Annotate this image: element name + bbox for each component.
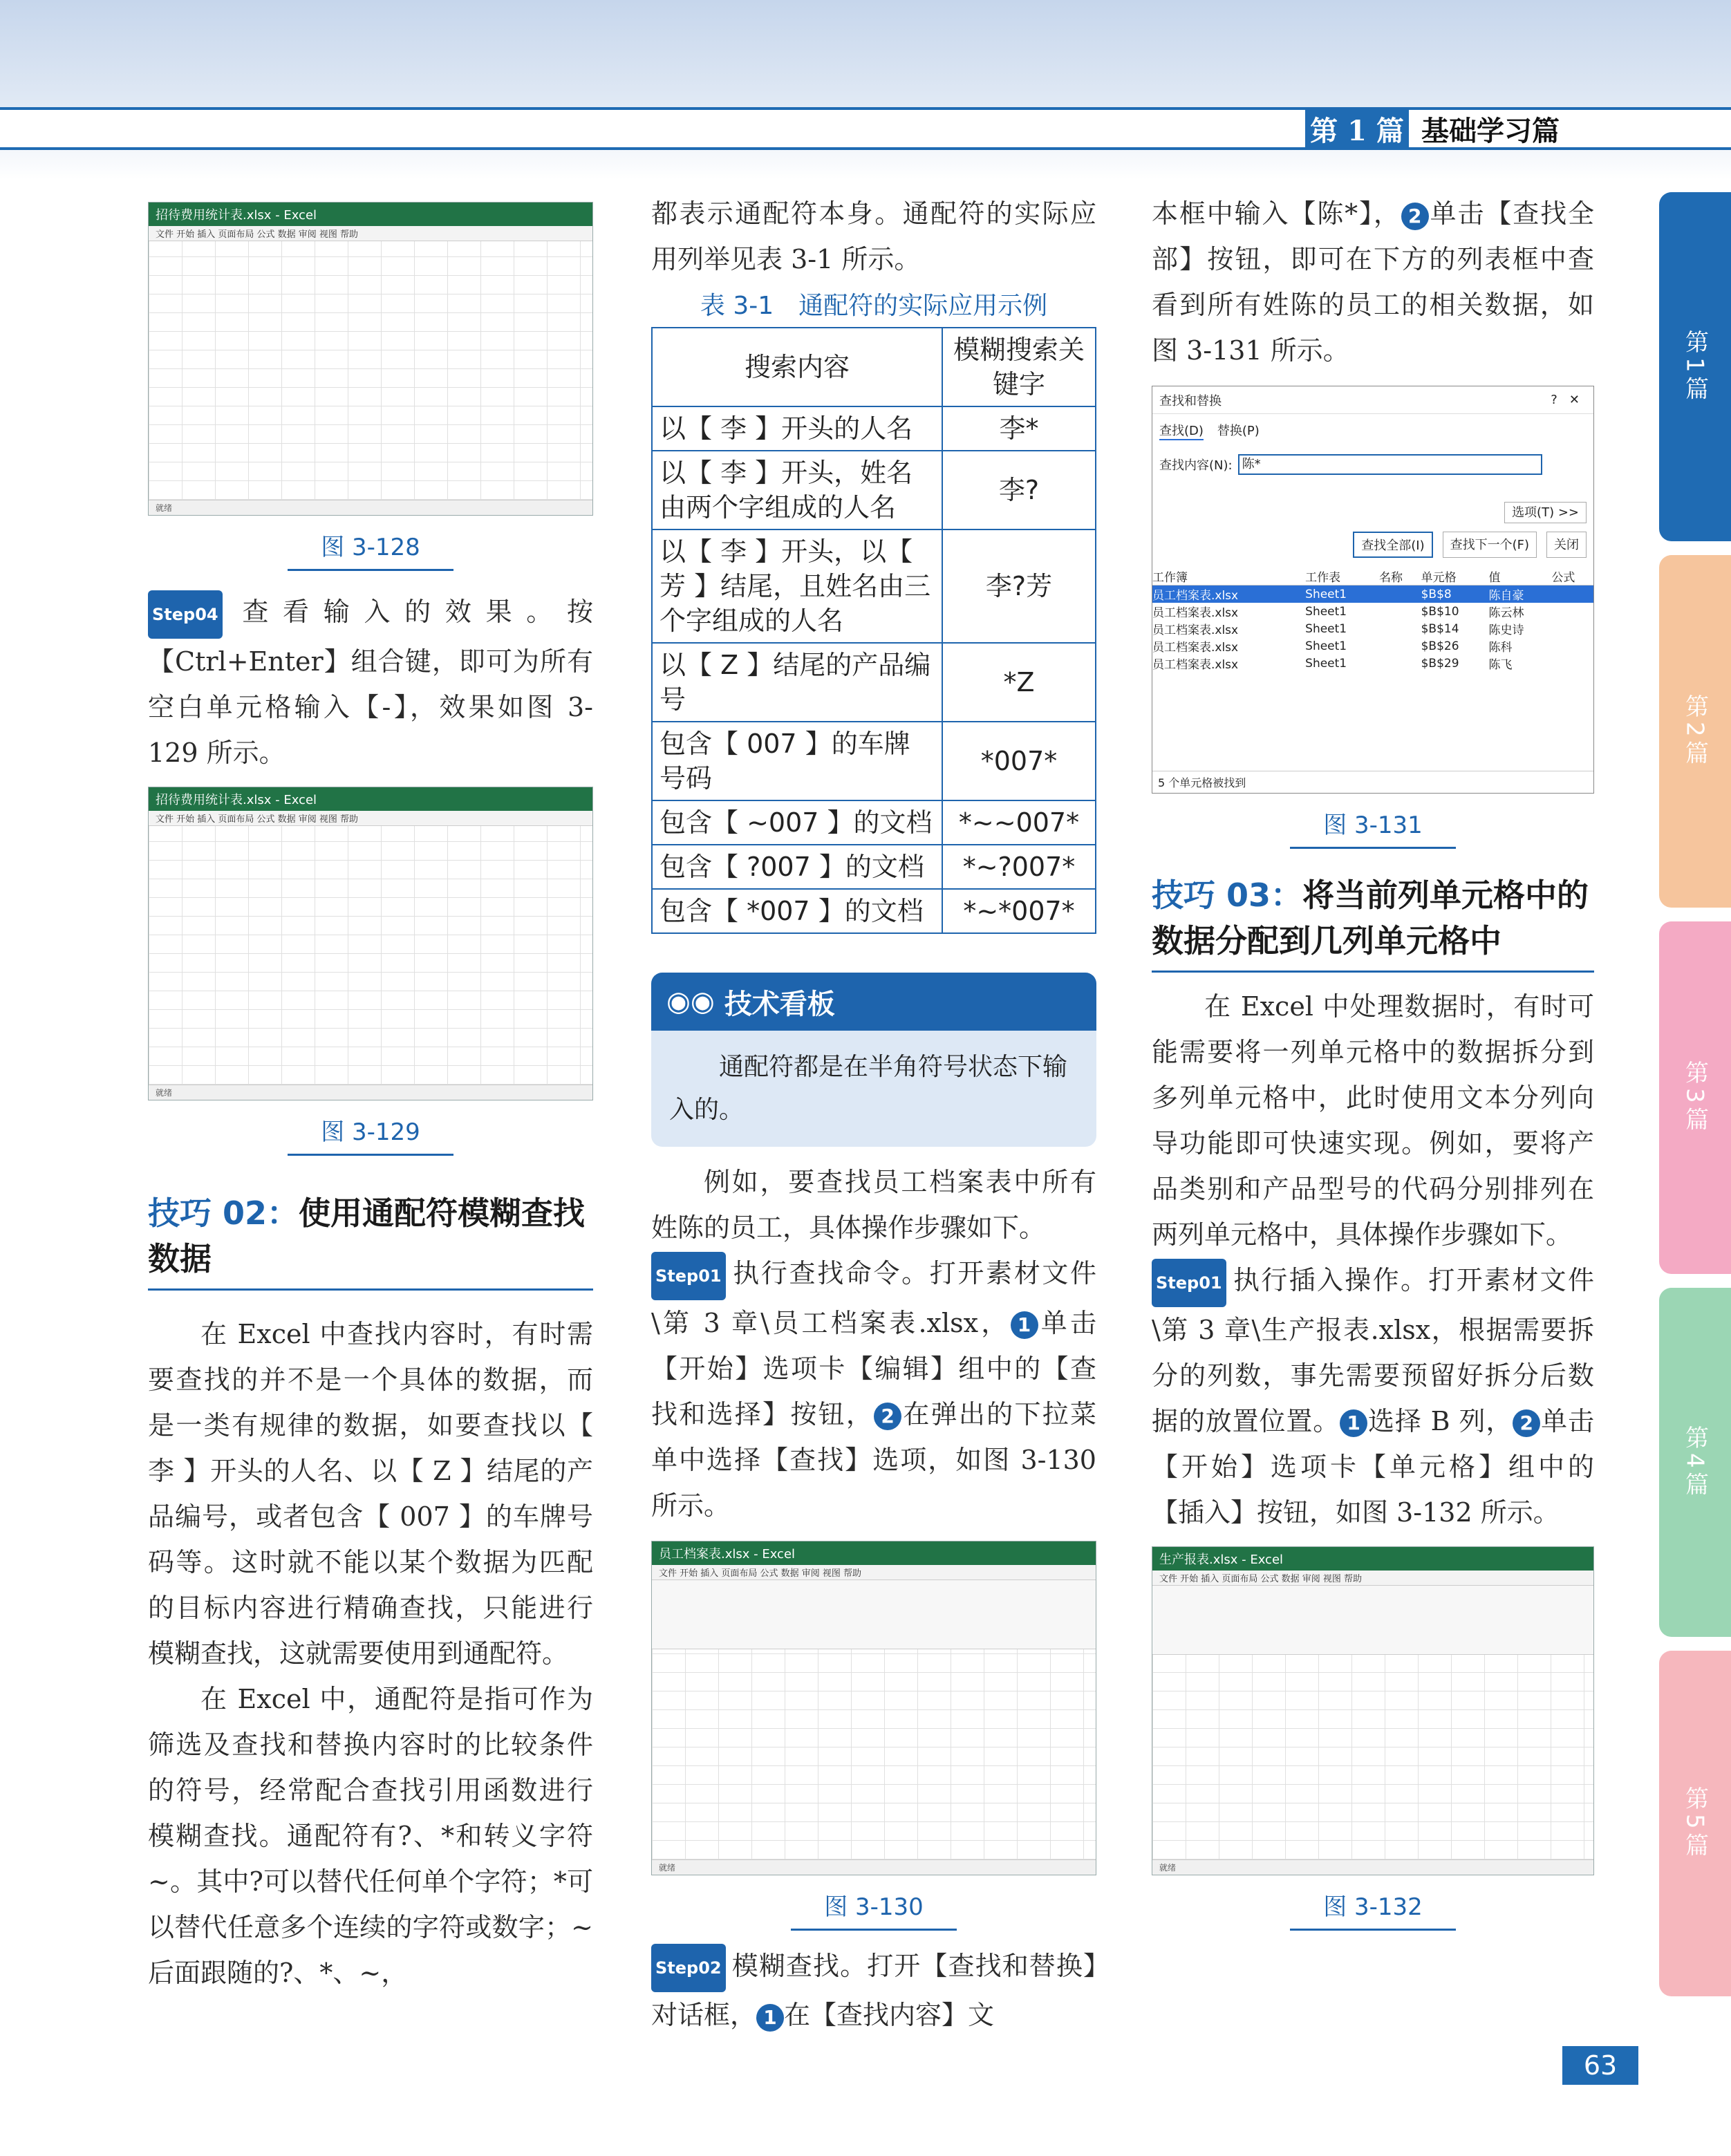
excel-menu: 文件 开始 插入 页面布局 公式 数据 审阅 视图 帮助	[149, 811, 592, 826]
part-title: 基础学习篇	[1421, 114, 1560, 147]
tab-replace[interactable]: 替换(P)	[1217, 424, 1260, 438]
result-row[interactable]: 员工档案表.xlsx Sheet1 $B$8 陈自豪	[1152, 585, 1593, 603]
step-02: Step02 模糊查找。打开【查找和替换】对话框， 1 在【查找内容】文	[651, 1943, 1096, 2038]
figure-3-129	[148, 787, 593, 1100]
close-button[interactable]: 关闭	[1546, 532, 1587, 558]
part-label: 第 1 篇	[1305, 107, 1409, 150]
callout-1: 1	[1011, 1311, 1038, 1339]
spreadsheet-grid	[149, 826, 592, 1085]
binoculars-icon: ◉◉	[666, 986, 715, 1018]
step-04: Step04 查看输入的效果。按【Ctrl+Enter】组合键，即可为所有空白单元格输入【-】，效果如图 3-129 所示。	[148, 589, 593, 776]
table-row: 包含【 *007 】的文档 *~*007*	[652, 889, 1096, 933]
callout-1: 1	[1340, 1409, 1367, 1437]
figure-3-128	[148, 202, 593, 516]
paragraph: 在 Excel 中查找内容时，有时需要查找的并不是一个具体的数据，而是一类有规律的数据，如要查找以【 李 】开头的人名、以【 Z 】结尾的产品编号，或者包含【 007 】的车牌号码等。这时就不能以某个数据为匹配的目标内容进行精确查找，只能进行模糊查找，这就需要使用到通配符。	[148, 1318, 593, 1669]
result-row[interactable]: 员工档案表.xlsx Sheet1 $B$26 陈科	[1152, 639, 1513, 655]
excel-menu: 文件 开始 插入 页面布局 公式 数据 审阅 视图 帮助	[1152, 1571, 1593, 1586]
figure-caption: 图 3-131	[1290, 806, 1456, 849]
results-list: 工作簿 工作表 名称 单元格 值 公式 员工档案表.xlsx Sheet1 $B$8 陈自豪 员工档案表.xlsx Sheet1 $B$10 陈云林 员工档案表.xlsx Sheet1 $B$14 陈史诗 员工档案表.xlsx Sheet1 $B$26 陈科 员工档案表.xlsx Sheet1 $B$29 陈飞	[1152, 568, 1593, 672]
callout-1: 1	[756, 2004, 784, 2032]
excel-ribbon	[1152, 1586, 1593, 1655]
tech-box-body: 通配符都是在半角符号状态下输入的。	[669, 1053, 1068, 1124]
figure-caption: 图 3-130	[791, 1888, 957, 1931]
tech-box-header: ◉◉ 技术看板	[651, 973, 1096, 1031]
table-row: 包含【 ?007 】的文档 *~?007*	[652, 845, 1096, 889]
tip-heading-02: 技巧 02：使用通配符模糊查找数据	[148, 1190, 593, 1291]
header-background	[0, 0, 1731, 180]
find-row: 查找内容(N): 陈*	[1152, 440, 1593, 489]
wildcard-table	[651, 327, 1096, 934]
spreadsheet-grid	[652, 1649, 1096, 1859]
figure-3-132	[1152, 1546, 1594, 1875]
find-next-button[interactable]: 查找下一个(F)	[1443, 532, 1537, 558]
table-row: 以【 李 】开头的人名 李*	[652, 406, 1096, 451]
side-tab-5[interactable]: 第5篇	[1659, 1651, 1731, 1996]
close-icon[interactable]: ? ✕	[1551, 393, 1580, 407]
paragraph: 例如，要查找员工档案表中所有姓陈的员工，具体操作步骤如下。	[651, 1167, 1096, 1243]
tip-heading-03: 技巧 03：将当前列单元格中的数据分配到几列单元格中	[1152, 872, 1594, 973]
excel-ribbon	[652, 1580, 1096, 1649]
table-caption: 表 3-1 通配符的实际应用示例	[700, 292, 1048, 320]
figure-3-131-find-dialog	[1152, 386, 1594, 794]
figure-caption: 图 3-128	[288, 528, 453, 571]
tech-box	[651, 973, 1096, 1147]
side-tab-1[interactable]: 第1篇	[1659, 192, 1731, 541]
result-row[interactable]: 员工档案表.xlsx Sheet1 $B$29 陈飞	[1152, 656, 1513, 672]
spreadsheet-grid	[1152, 1655, 1593, 1859]
step-badge: Step02	[651, 1944, 726, 1992]
left-column	[148, 181, 593, 1996]
figure-caption: 图 3-129	[288, 1113, 453, 1156]
table-row: 以【 李 】开头，姓名由两个字组成的人名 李?	[652, 451, 1096, 529]
excel-title-bar: 员工档案表.xlsx - Excel	[652, 1541, 1096, 1565]
figure-3-130	[651, 1541, 1096, 1875]
right-column	[1152, 181, 1594, 1931]
step-badge: Step01	[1152, 1259, 1226, 1307]
dialog-title-bar: 查找和替换 ? ✕	[1152, 386, 1593, 414]
side-tab-4[interactable]: 第4篇	[1659, 1288, 1731, 1637]
result-row[interactable]: 员工档案表.xlsx Sheet1 $B$10 陈云林	[1152, 604, 1524, 620]
table-row: 包含【 ~007 】的文档 *~~007*	[652, 800, 1096, 845]
step-01: Step01 执行查找命令。打开素材文件\第 3 章\员工档案表.xlsx， 1 单击【开始】选项卡【编辑】组中的【查找和选择】按钮， 2 在弹出的下拉菜单中选择【查找】选项，如图 3-130 所示。	[651, 1250, 1096, 1528]
page-number: 63	[1562, 2046, 1638, 2085]
excel-menu: 文件 开始 插入 页面布局 公式 数据 审阅 视图 帮助	[652, 1565, 1096, 1580]
excel-title-bar: 招待费用统计表.xlsx - Excel	[149, 787, 592, 811]
excel-status-bar: 就绪	[149, 500, 592, 515]
step-01: Step01 执行插入操作。打开素材文件\第 3 章\生产报表.xlsx，根据需要拆分的列数，事先需要预留好拆分后数据的放置位置。 1 选择 B 列， 2 单击【开始】选项卡【单元格】组中的【插入】按钮，如图 3-132 所示。	[1152, 1257, 1594, 1535]
side-tab-2[interactable]: 第2篇	[1659, 555, 1731, 908]
excel-status-bar: 就绪	[149, 1085, 592, 1100]
dialog-status: 5 个单元格被找到	[1152, 771, 1593, 793]
callout-2: 2	[1513, 1409, 1540, 1437]
step-badge: Step01	[651, 1252, 726, 1300]
options-button[interactable]: 选项(T) >>	[1504, 502, 1587, 523]
dialog-buttons	[1152, 527, 1593, 562]
spreadsheet-grid	[149, 241, 592, 500]
dialog-tabs	[1152, 414, 1593, 440]
excel-title-bar: 生产报表.xlsx - Excel	[1152, 1547, 1593, 1571]
figure-caption: 图 3-132	[1290, 1888, 1456, 1931]
find-all-button[interactable]: 查找全部(I)	[1353, 532, 1432, 558]
paragraph: 都表示通配符本身。通配符的实际应用列举见表 3-1 所示。	[651, 198, 1096, 274]
table-header: 模糊搜索关键字	[942, 328, 1096, 406]
callout-2: 2	[1401, 203, 1429, 230]
table-row: 以【 Z 】结尾的产品编号 *Z	[652, 643, 1096, 722]
find-what-input[interactable]: 陈*	[1238, 454, 1542, 475]
callout-2: 2	[874, 1403, 901, 1430]
table-header: 搜索内容	[652, 328, 942, 406]
table-row: 包含【 007 】的车牌号码 *007*	[652, 722, 1096, 800]
tab-find[interactable]: 查找(D)	[1159, 421, 1204, 440]
step-badge: Step04	[148, 590, 223, 639]
paragraph: 在 Excel 中，通配符是指可作为筛选及查找和替换内容时的比较条件的符号，经常配合查找引用函数进行模糊查找。通配符有?、*和转义字符~。其中?可以替代任何单个字符；*可以替代任意多个连续的字符或数字；~后面跟随的?、*、~，	[148, 1683, 593, 1988]
paragraph: 在 Excel 中处理数据时，有时可能需要将一列单元格中的数据拆分到多列单元格中，此时使用文本分列向导功能即可快速实现。例如，要将产品类别和产品型号的代码分别排列在两列单元格中，具体操作步骤如下。	[1152, 991, 1594, 1250]
table-row: 以【 李 】开头，以【 芳 】结尾，且姓名由三个字组成的人名 李?芳	[652, 529, 1096, 643]
excel-status-bar: 就绪	[652, 1859, 1096, 1875]
result-row[interactable]: 员工档案表.xlsx Sheet1 $B$14 陈史诗	[1152, 621, 1524, 637]
paragraph: 本框中输入【陈*】， 2 单击【查找全部】按钮，即可在下方的列表框中查看到所有姓陈的员工的相关数据，如图 3-131 所示。	[1152, 198, 1594, 366]
excel-status-bar: 就绪	[1152, 1859, 1593, 1875]
side-tab-3[interactable]: 第3篇	[1659, 921, 1731, 1274]
middle-column	[651, 181, 1096, 2038]
excel-title-bar: 招待费用统计表.xlsx - Excel	[149, 203, 592, 226]
excel-menu: 文件 开始 插入 页面布局 公式 数据 审阅 视图 帮助	[149, 226, 592, 241]
